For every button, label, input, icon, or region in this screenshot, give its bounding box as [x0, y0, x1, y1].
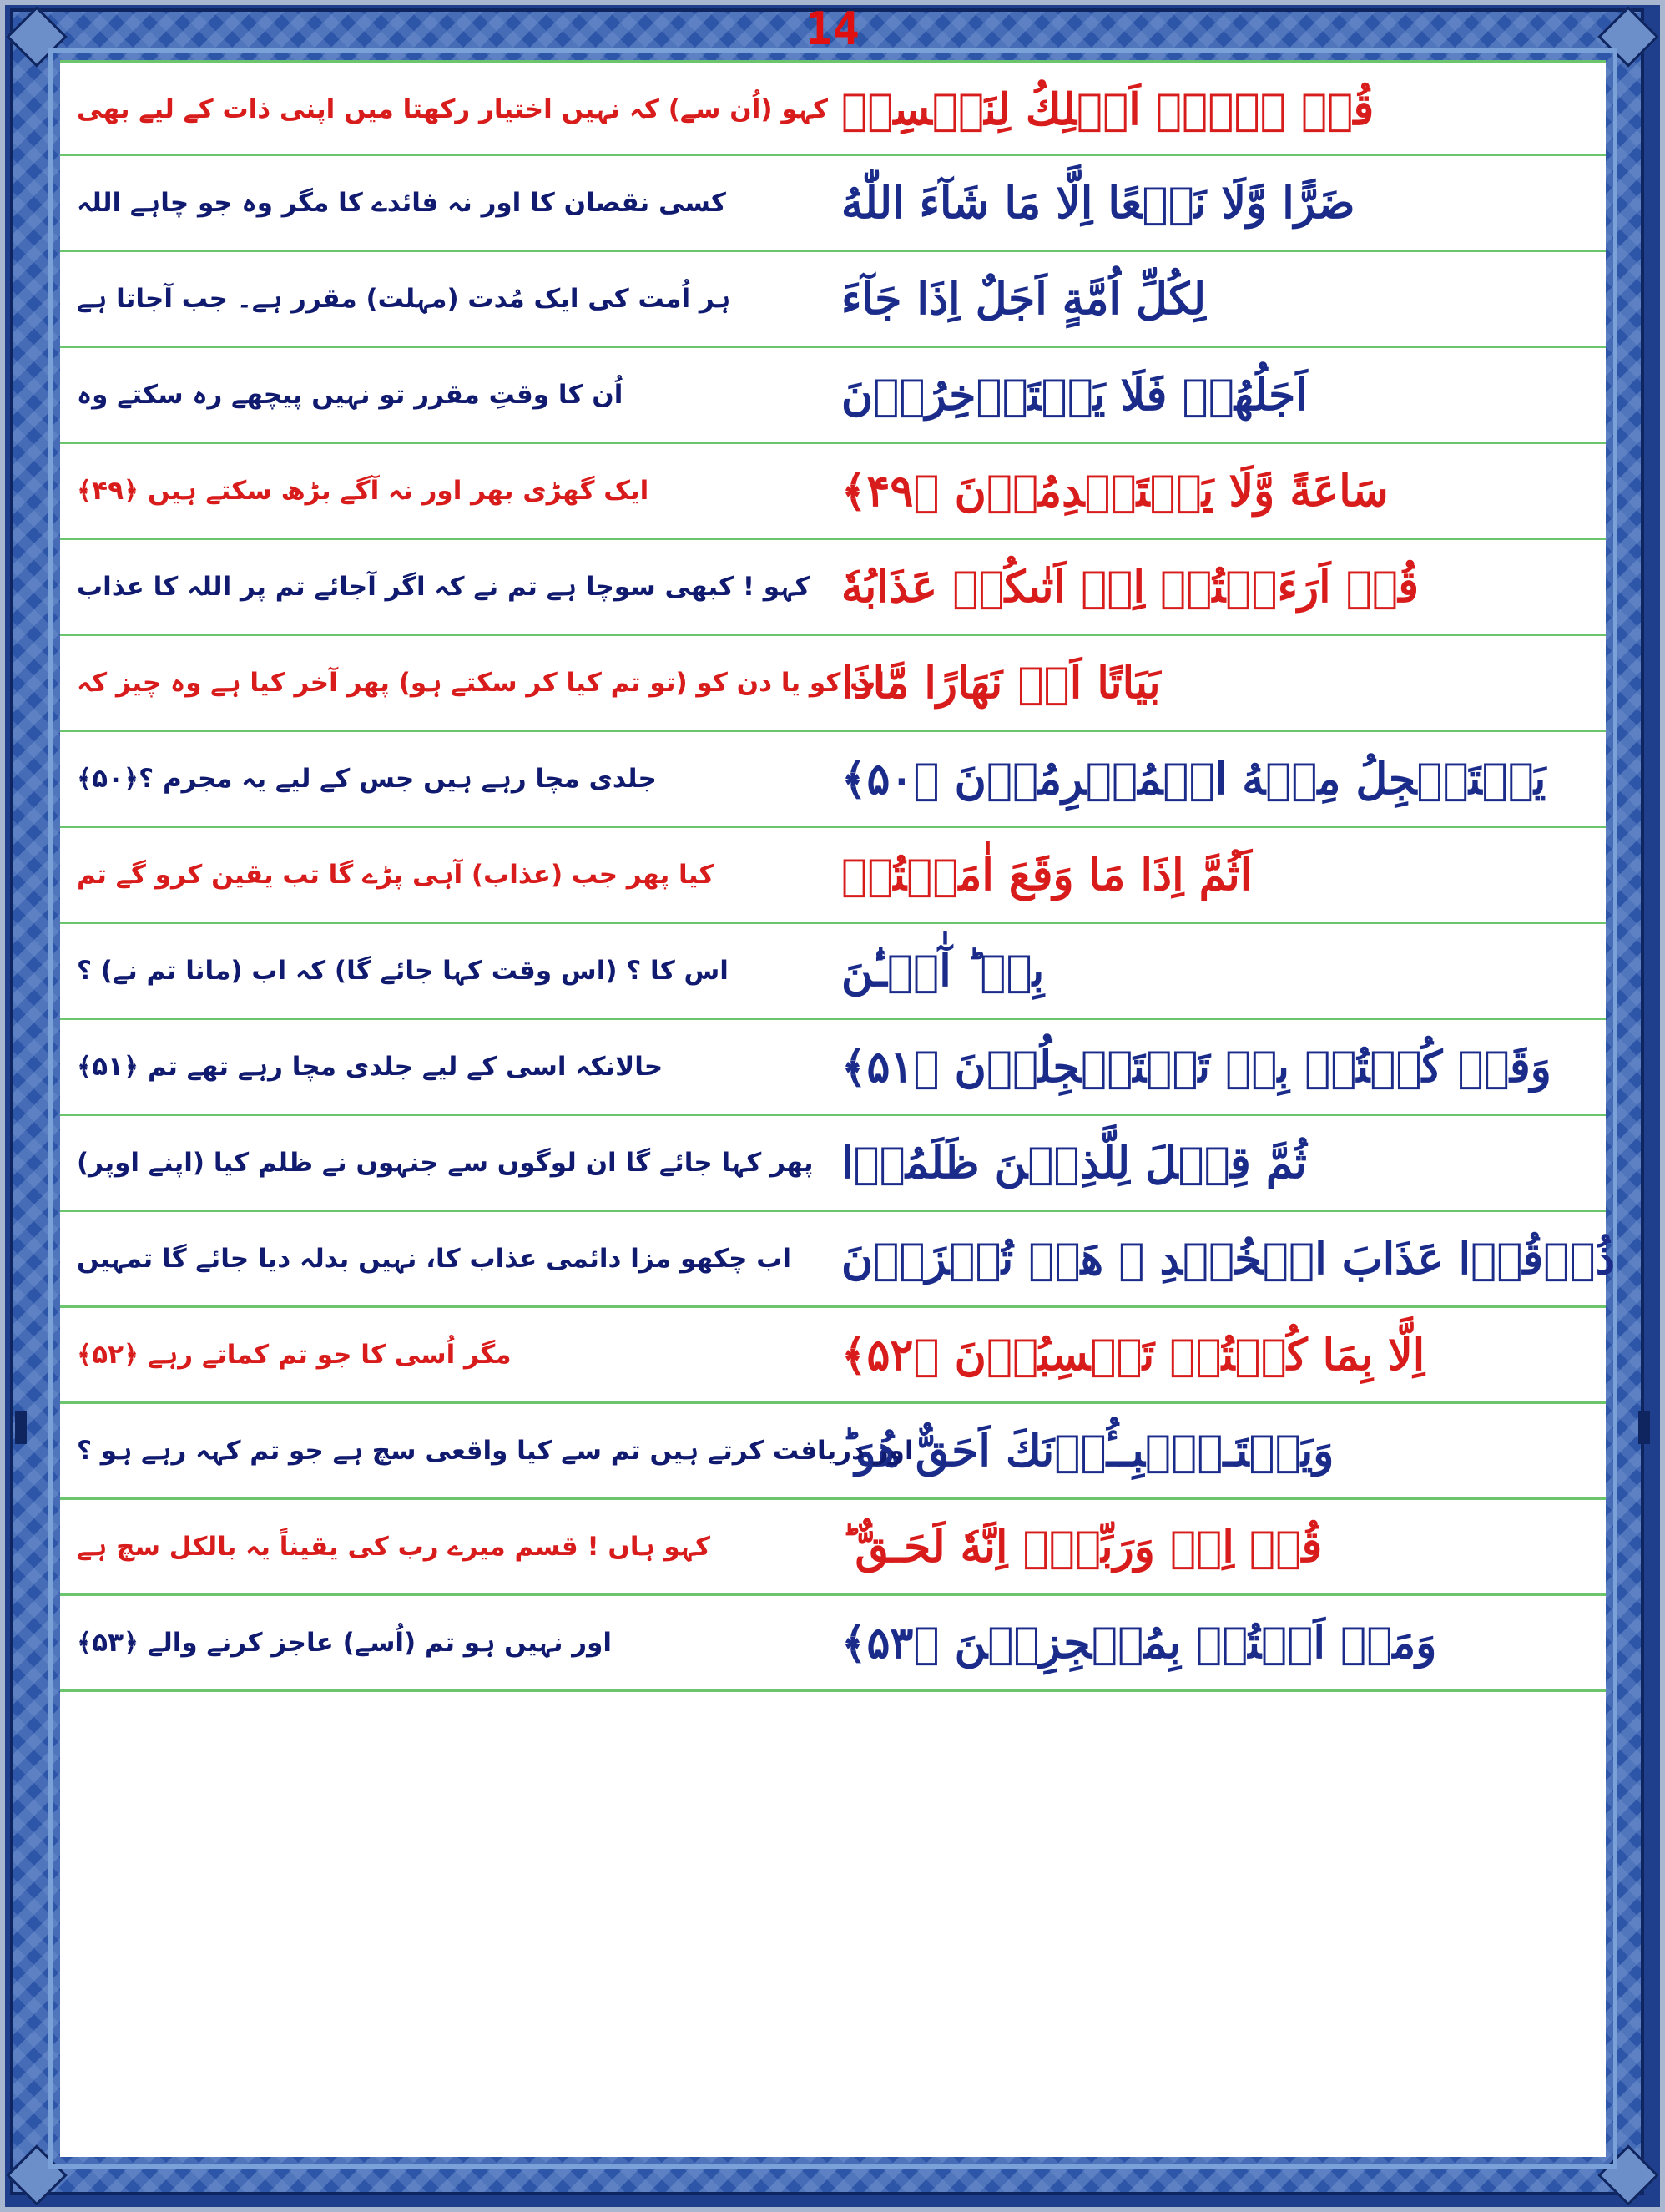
verse-row [60, 924, 1606, 1020]
urdu-translation: کیا پھر جب (عذاب) آہی پڑے گا تب یقین کرو گے تم [77, 860, 714, 890]
urdu-translation: کہو ہاں ! قسم میرے رب کی یقیناً یہ بالکل سچ ہے [77, 1532, 711, 1562]
arabic-text: وَيَسۡتَـنۡۢبِــُٔوۡنَكَ اَحَقٌّ هُوَ ؕ [841, 1425, 1335, 1477]
verse-row [60, 1500, 1606, 1596]
urdu-translation: اور نہیں ہو تم (اُسے) عاجز کرنے والے ﴿۵۳﴾ [77, 1628, 613, 1658]
arabic-text: قُلۡ لَّاۤ اَمۡلِكُ لِنَفۡسِیۡ [841, 83, 1375, 135]
urdu-translation: ہر اُمت کی ایک مُدت (مہلت) مقرر ہے۔ جب آجاتا ہے [77, 284, 731, 314]
urdu-translation: کہو (اُن سے) کہ نہیں اختیار رکھتا میں اپنی ذات کے لیے بھی [77, 94, 828, 124]
urdu-translation: مگر اُسی کا جو تم کماتے رہے ﴿۵۲﴾ [77, 1340, 512, 1370]
arabic-text: وَمَاۤ اَنۡتُمۡ بِمُعۡجِزِيۡنَ ﴿۵۳﴾ [841, 1617, 1437, 1669]
urdu-translation: جلدی مچا رہے ہیں جس کے لیے یہ مجرم ؟﴿۵۰﴾ [77, 764, 657, 794]
verse-row [60, 636, 1606, 732]
urdu-translation: کہو ! کبھی سوچا ہے تم نے کہ اگر آجائے تم پر اللہ کا عذاب [77, 572, 810, 602]
urdu-translation: ایک گھڑی بھر اور نہ آگے بڑھ سکتے ہیں ﴿۴۹﴾ [77, 476, 649, 506]
urdu-translation: اب چکھو مزا دائمی عذاب کا، نہیں بدلہ دیا جائے گا تمہیں [77, 1244, 791, 1274]
arabic-text: ذُوۡقُوۡا عَذَابَ الۡخُلۡدِ ۚ هَلۡ تُجۡزَوۡنَ [841, 1233, 1615, 1285]
arabic-text: سَاعَةً وَّلَا يَسۡتَقۡدِمُوۡنَ ﴿۴۹﴾ [841, 465, 1389, 517]
urdu-translation: اس کا ؟ (اس وقت کہا جائے گا) کہ اب (مانا تم نے) ؟ [77, 956, 729, 986]
urdu-translation: اور دریافت کرتے ہیں تم سے کیا واقعی سچ ہے جو تم کہہ رہے ہو ؟ [77, 1436, 914, 1466]
arabic-text: يَسۡتَعۡجِلُ مِنۡهُ الۡمُجۡرِمُوۡنَ ﴿۵۰﴾ [841, 753, 1546, 805]
page-number: 14 [805, 3, 860, 55]
verse-table [60, 60, 1615, 2157]
arabic-text: قُلۡ اَرَءَيۡتُمۡ اِنۡ اَتٰٮكُمۡ عَذَابُهٗ [841, 561, 1419, 613]
verse-row [60, 1116, 1606, 1212]
verse-row [60, 156, 1606, 252]
verse-row [60, 732, 1606, 828]
arabic-text: قُلۡ اِىۡ وَرَبِّىۡۤ اِنَّهٗ لَحَـقٌّ ؕ [841, 1521, 1323, 1573]
arabic-text: وَقَدۡ كُنۡتُمۡ بِهٖ تَسۡتَعۡجِلُوۡنَ ﴿۵۱﴾ [841, 1041, 1551, 1093]
verse-rows [60, 60, 1615, 1692]
urdu-translation: پھر کہا جائے گا ان لوگوں سے جنہوں نے ظلم کیا (اپنے اوپر) [77, 1148, 814, 1178]
side-ornament-icon [15, 1411, 27, 1444]
arabic-text: ثُمَّ قِيۡلَ لِلَّذِيۡنَ ظَلَمُوۡا [841, 1137, 1307, 1189]
urdu-translation: حالانکہ اسی کے لیے جلدی مچا رہے تھے تم ﴿۵۱﴾ [77, 1052, 663, 1082]
verse-row [60, 1212, 1615, 1308]
side-ornament-icon [1638, 1411, 1650, 1444]
verse-row [60, 252, 1606, 348]
verse-row [60, 348, 1606, 444]
arabic-text: بِهٖ ؕ آٰلۡـٰٔنَ [841, 945, 1045, 997]
urdu-translation: رات کو یا دن کو (تو تم کیا کر سکتے ہو) پھر آخر کیا ہے وہ چیز کہ [77, 668, 900, 698]
verse-row [60, 1596, 1606, 1692]
verse-row [60, 540, 1606, 636]
arabic-text: لِكُلِّ اُمَّةٍ اَجَلٌ اِذَا جَآءَ [841, 273, 1206, 325]
arabic-text: اِلَّا بِمَا كُنۡتُمۡ تَكۡسِبُوۡنَ ﴿۵۲﴾ [841, 1329, 1425, 1381]
verse-row [60, 1020, 1606, 1116]
urdu-translation: کسی نقصان کا اور نہ فائدے کا مگر وہ جو چاہے اللہ [77, 188, 726, 218]
verse-row [60, 1308, 1606, 1404]
verse-row [60, 828, 1606, 924]
verse-row [60, 60, 1606, 156]
arabic-text: بَيَاتًا اَوۡ نَهَارًا مَّاذَا [841, 657, 1161, 709]
verse-row [60, 1404, 1606, 1500]
verse-row [60, 444, 1606, 540]
arabic-text: اَثُمَّ اِذَا مَا وَقَعَ اٰمَنۡتُمۡ [841, 849, 1253, 901]
arabic-text: اَجَلُهُمۡ فَلَا يَسۡتَاۡخِرُوۡنَ [841, 369, 1308, 421]
arabic-text: ضَرًّا وَّلَا نَفۡعًا اِلَّا مَا شَآءَ اللّٰهُ [841, 177, 1355, 229]
urdu-translation: اُن کا وقتِ مقرر تو نہیں پیچھے رہ سکتے وہ [77, 380, 623, 410]
